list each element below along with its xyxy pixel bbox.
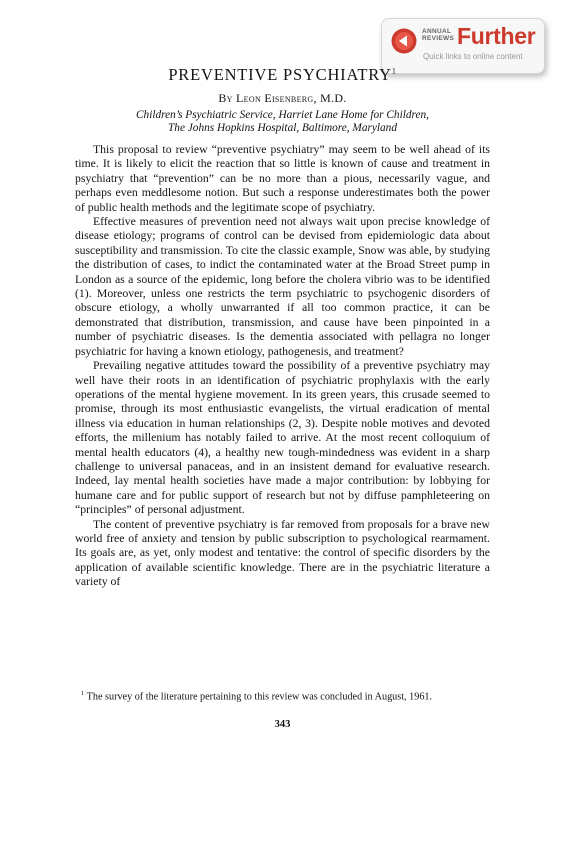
body-paragraph: Effective measures of prevention need not always wait upon precise knowledge of disease etiology; programs of control can be devised from epidemiologic data about susceptibility and transmission. To cite the classic example, Snow was able, by studying the distribution of cases, to indict the contaminated water at the Broad Street pump in London as a source of the epidemic, long before the cholera vibrio was to be identified (1). Moreover, unless one restricts the term psychiatric to psychogenic disorders of obscure etiology, a wholly unwarranted if all too common practice, it can be demonstrated that distribution, transmission, and cause have been pinpointed in a number of psychiatric diseases. Is the dementia associated with pellagra no longer psychiatric for having a known etiology, pathogenesis, and treatment? bbox=[75, 215, 490, 358]
article-title bbox=[0, 65, 565, 85]
annual-reviews-brand bbox=[422, 28, 454, 42]
badge-title: Further bbox=[457, 23, 536, 49]
body-paragraph: The content of preventive psychiatry is far removed from proposals for a brave new world free of anxiety and tension by public subscription to psychological rearmament. Its goals are, as yet, only modest and tentative: the control of specific disorders by the application of available scientific knowledge. There are in the psychiatric literature a variety of bbox=[75, 517, 490, 589]
author-affiliation-line-2: The Johns Hopkins Hospital, Baltimore, Maryland bbox=[168, 122, 397, 134]
title-text: PREVENTIVE PSYCHIATRY bbox=[168, 65, 392, 84]
footnote-text: The survey of the literature pertaining to this review was concluded in August, 1961. bbox=[86, 691, 433, 703]
author-byline: By Leon Eisenberg, M.D. bbox=[218, 91, 347, 105]
author-affiliation-line-1: Children’s Psychiatric Service, Harriet Lane Home for Children, bbox=[136, 109, 429, 121]
badge-subtitle: Quick links to online content bbox=[423, 52, 523, 61]
title-footnote-mark: 1 bbox=[391, 66, 397, 76]
page-number: 343 bbox=[274, 719, 291, 730]
brand-line-1: ANNUAL bbox=[422, 28, 452, 35]
footnote bbox=[75, 687, 490, 704]
body-paragraph: Prevailing negative attitudes toward the possibility of a preventive psychiatry may well have their roots in an identification of psychiatric prophylaxis with the early operations of the mental hygiene movement. In its green years, this crusade seemed to promise, through its most enthusiastic evangelists, the virtual eradication of mental illness via education in human relationships (2, 3). Despite noble motives and devoted efforts, the millenium has notably failed to arrive. At the most recent colloquium of mental health educators (4), a healthy new tough-mindedness was evident in a sharp challenge to universal panaceas, and in an insistent demand for evaluative research. Indeed, lay mental health societies have made a major contribution: by lobbying for humane care and for public support of research but not by diffuse pamphleteering on “principles” of personal adjustment. bbox=[75, 359, 490, 517]
body-paragraph: This proposal to review “preventive psychiatry” may seem to be well ahead of its time. It is likely to elicit the reaction that so little is known of cause and treatment in psychiatry that “prevention” can be no more than a pious, necessarily vague, and perhaps even meddlesome notion. But such a response underestimates both the power of public health methods and the legitimate scope of psychiatry. bbox=[75, 143, 490, 214]
play-arrow-icon bbox=[390, 27, 418, 55]
brand-line-2: REVIEWS bbox=[422, 35, 455, 42]
article-body bbox=[75, 143, 490, 590]
footnote-mark: 1 bbox=[81, 690, 85, 697]
